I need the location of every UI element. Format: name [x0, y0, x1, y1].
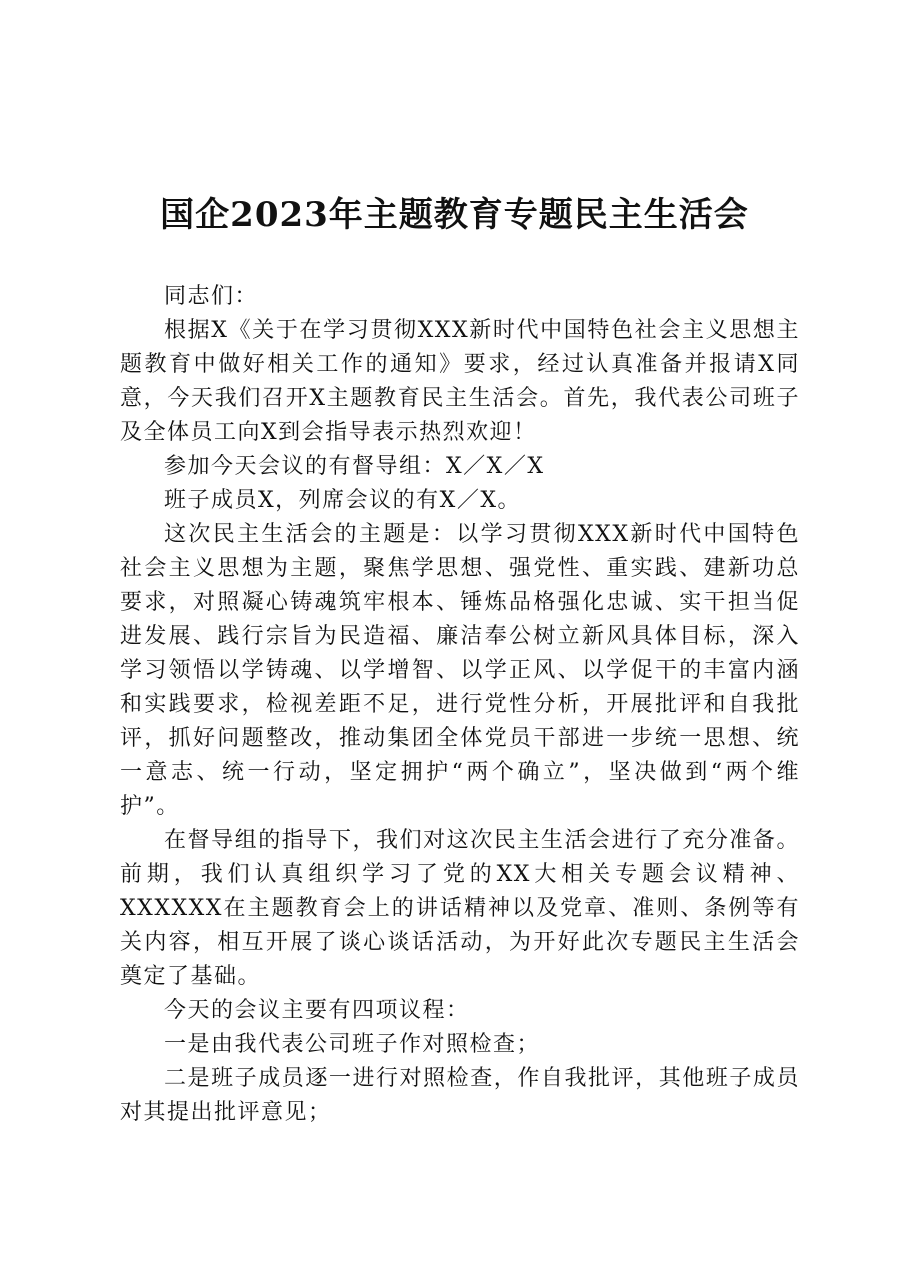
paragraph-supervisors: 参加今天会议的有督导组：X／X／X — [164, 454, 545, 479]
paragraph-agenda-item-2: 二是班子成员逐一进行对照检查，作自我批评，其他班子成员对其提出批评意见； — [120, 1066, 800, 1125]
paragraph-preparation: 在督导组的指导下，我们对这次民主生活会进行了充分准备。前期，我们认真组织学习了党的XX大相关专题会议精神、XXXXXX在主题教育会上的讲话精神以及党章、准则、条例等有关内容，相互开展了谈心谈话活动，为开好此次专题民主生活会奠定了基础。 — [120, 828, 800, 989]
paragraph-theme: 这次民主生活会的主题是：以学习贯彻XXX新时代中国特色社会主义思想为主题，聚焦学思想、强党性、重实践、建新功总要求，对照凝心铸魂筑牢根本、锤炼品格强化忠诚、实干担当促进发展、践行宗旨为民造福、廉洁奉公树立新风具体目标，深入学习领悟以学铸魂、以学增智、以学正风、以学促干的丰富内涵和实践要求，检视差距不足，进行党性分析，开展批评和自我批评，抓好问题整改，推动集团全体党员干部进一步统一思想、统一意志、统一行动，坚定拥护“两个确立”，坚决做到“两个维护”。 — [120, 522, 800, 819]
paragraph-intro: 根据X《关于在学习贯彻XXX新时代中国特色社会主义思想主题教育中做好相关工作的通知》要求，经过认真准备并报请X同意，今天我们召开X主题教育民主生活会。首先，我代表公司班子及全体员工向X到会指导表示热烈欢迎！ — [120, 318, 800, 445]
paragraph-agenda-intro: 今天的会议主要有四项议程： — [164, 998, 470, 1023]
paragraph-agenda-item-1: 一是由我代表公司班子作对照检查； — [164, 1032, 541, 1057]
paragraph-salutation: 同志们： — [164, 284, 259, 309]
document-body — [120, 280, 800, 1130]
paragraph-attendees: 班子成员X，列席会议的有X／X。 — [164, 488, 521, 513]
document-title: 国企2023年主题教育专题民主生活会 — [160, 195, 749, 235]
